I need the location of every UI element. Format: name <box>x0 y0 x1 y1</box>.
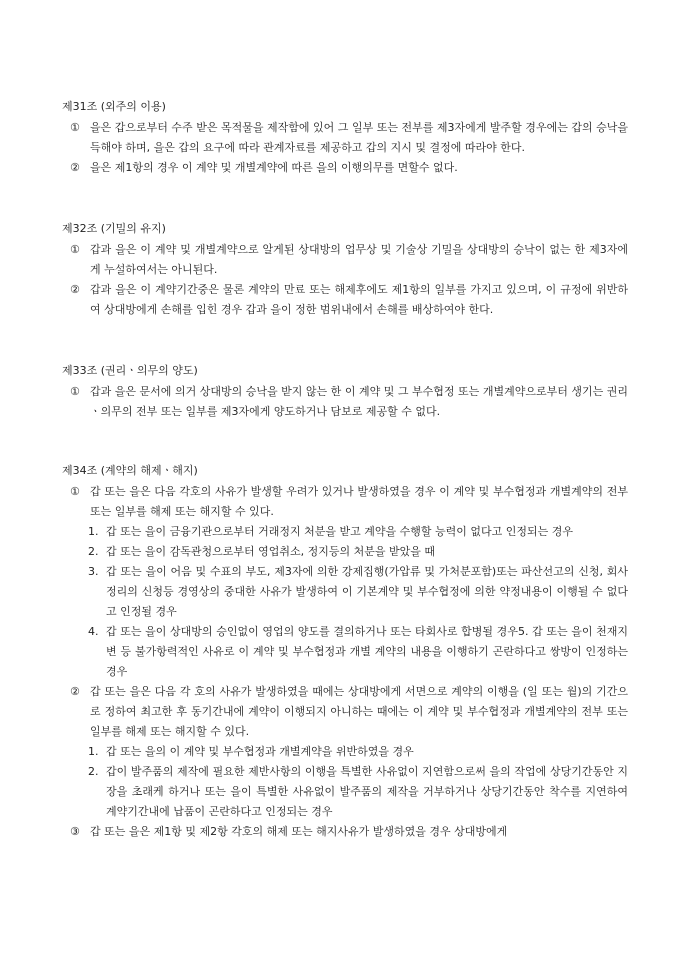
article-31 <box>62 96 628 178</box>
paragraph-text: 을은 제1항의 경우 이 계약 및 개별계약에 따른 을의 이행의무를 면할수 없다. <box>90 161 458 174</box>
paragraph-mark: ② <box>70 161 80 174</box>
list-item <box>62 542 628 562</box>
article-31-title: 제31조 (외주의 이용) <box>62 100 166 113</box>
paragraph-mark: ① <box>70 121 80 134</box>
item-text: 갑 또는 을이 어음 및 수표의 부도, 제3자에 의한 강제집행(가압류 및 가처분포함)또는 파산선고의 신청, 회사정리의 신청등 경영상의 중대한 사유가 발생하여 이 기본계약 및 부수협정에 의한 약정내용이 이행될 수 없다고 인정될 경우 <box>106 565 628 618</box>
item-number: 1. <box>88 745 99 758</box>
paragraph-text: 갑과 을은 문서에 의거 상대방의 승낙을 받지 않는 한 이 계약 및 그 부수협정 또는 개별계약으로부터 생기는 권리ㆍ의무의 전부 또는 일부를 제3자에게 양도하거나 담보로 제공할 수 없다. <box>90 385 628 418</box>
article-32-paragraph-2 <box>62 280 628 320</box>
paragraph-text: 갑 또는 을은 다음 각호의 사유가 발생할 우려가 있거나 발생하였을 경우 이 계약 및 부수협정과 개별계약의 전부 또는 일부를 해제 또는 해지할 수 있다. <box>90 485 628 518</box>
article-33-paragraph-1 <box>62 382 628 422</box>
item-text: 갑 또는 을이 상대방의 승인없이 영업의 양도를 결의하거나 또는 타회사로 합병될 경우5. 갑 또는 을이 천재지변 등 불가항력적인 사유로 이 계약 및 부수협정과 개별 계약의 내용을 이행하기 곤란하다고 쌍방이 인정하는 경우 <box>106 625 628 678</box>
article-34-paragraph-1 <box>62 482 628 522</box>
article-33-title: 제33조 (권리ㆍ의무의 양도) <box>62 364 198 377</box>
item-number: 2. <box>88 765 99 778</box>
article-34 <box>62 460 628 842</box>
article-31-paragraph-1 <box>62 118 628 158</box>
paragraph-mark: ① <box>70 385 80 398</box>
list-item <box>62 622 628 682</box>
list-item <box>62 562 628 622</box>
paragraph-mark: ③ <box>70 825 80 838</box>
item-number: 4. <box>88 625 99 638</box>
item-number: 3. <box>88 565 99 578</box>
paragraph-mark: ② <box>70 685 80 698</box>
article-31-paragraph-2 <box>62 158 628 178</box>
list-item <box>62 742 628 762</box>
paragraph-text: 갑과 을은 이 계약기간중은 물론 계약의 만료 또는 해제후에도 제1항의 일부를 가지고 있으며, 이 규정에 위반하여 상대방에게 손해를 입힌 경우 갑과 을이 정한 범위내에서 손해를 배상하여야 한다. <box>90 283 628 316</box>
article-34-paragraph-2 <box>62 682 628 742</box>
paragraph-text: 을은 갑으로부터 수주 받은 목적물을 제작함에 있어 그 일부 또는 전부를 제3자에게 발주할 경우에는 갑의 승낙을 득해야 하며, 을은 갑의 요구에 따라 관계자료를 제공하고 갑의 지시 및 결정에 따라야 한다. <box>90 121 628 154</box>
article-34-title: 제34조 (계약의 해제ㆍ해지) <box>62 464 198 477</box>
item-text: 갑 또는 을이 감독관청으로부터 영업취소, 정지등의 처분을 받았을 때 <box>106 545 435 558</box>
item-text: 갑이 발주품의 제작에 필요한 제반사항의 이행을 특별한 사유없이 지연함으로써 을의 작업에 상당기간동안 지장을 초래케 하거나 또는 을이 특별한 사유없이 발주품의 제작을 거부하거나 상당기간동안 착수를 지연하여 계약기간내에 납품이 곤란하다고 인정되는 경우 <box>106 765 628 818</box>
article-32-paragraph-1 <box>62 240 628 280</box>
item-number: 1. <box>88 525 99 538</box>
article-32 <box>62 218 628 320</box>
article-32-title: 제32조 (기밀의 유지) <box>62 222 166 235</box>
paragraph-mark: ② <box>70 283 80 296</box>
paragraph-text: 갑 또는 을은 제1항 및 제2항 각호의 해제 또는 해지사유가 발생하였을 경우 상대방에게 <box>90 825 508 838</box>
item-text: 갑 또는 을이 금융기관으로부터 거래정지 처분을 받고 계약을 수행할 능력이 없다고 인정되는 경우 <box>106 525 573 538</box>
item-text: 갑 또는 을의 이 계약 및 부수협정과 개별계약을 위반하였을 경우 <box>106 745 414 758</box>
paragraph-mark: ① <box>70 243 80 256</box>
paragraph-text: 갑과 을은 이 계약 및 개별계약으로 알게된 상대방의 업무상 및 기술상 기밀을 상대방의 승낙이 없는 한 제3자에게 누설하여서는 아니된다. <box>90 243 628 276</box>
list-item <box>62 522 628 542</box>
paragraph-mark: ① <box>70 485 80 498</box>
list-item <box>62 762 628 822</box>
paragraph-text: 갑 또는 을은 다음 각 호의 사유가 발생하였을 때에는 상대방에게 서면으로 계약의 이행을 (일 또는 월)의 기간으로 정하여 최고한 후 동기간내에 계약이 이행되지 아니하는 때에는 이 계약 및 부수협정과 개별계약의 전부 또는 일부를 해제 또는 해지할 수 있다. <box>90 685 628 738</box>
item-number: 2. <box>88 545 99 558</box>
article-33 <box>62 360 628 422</box>
article-34-paragraph-3 <box>62 822 628 842</box>
